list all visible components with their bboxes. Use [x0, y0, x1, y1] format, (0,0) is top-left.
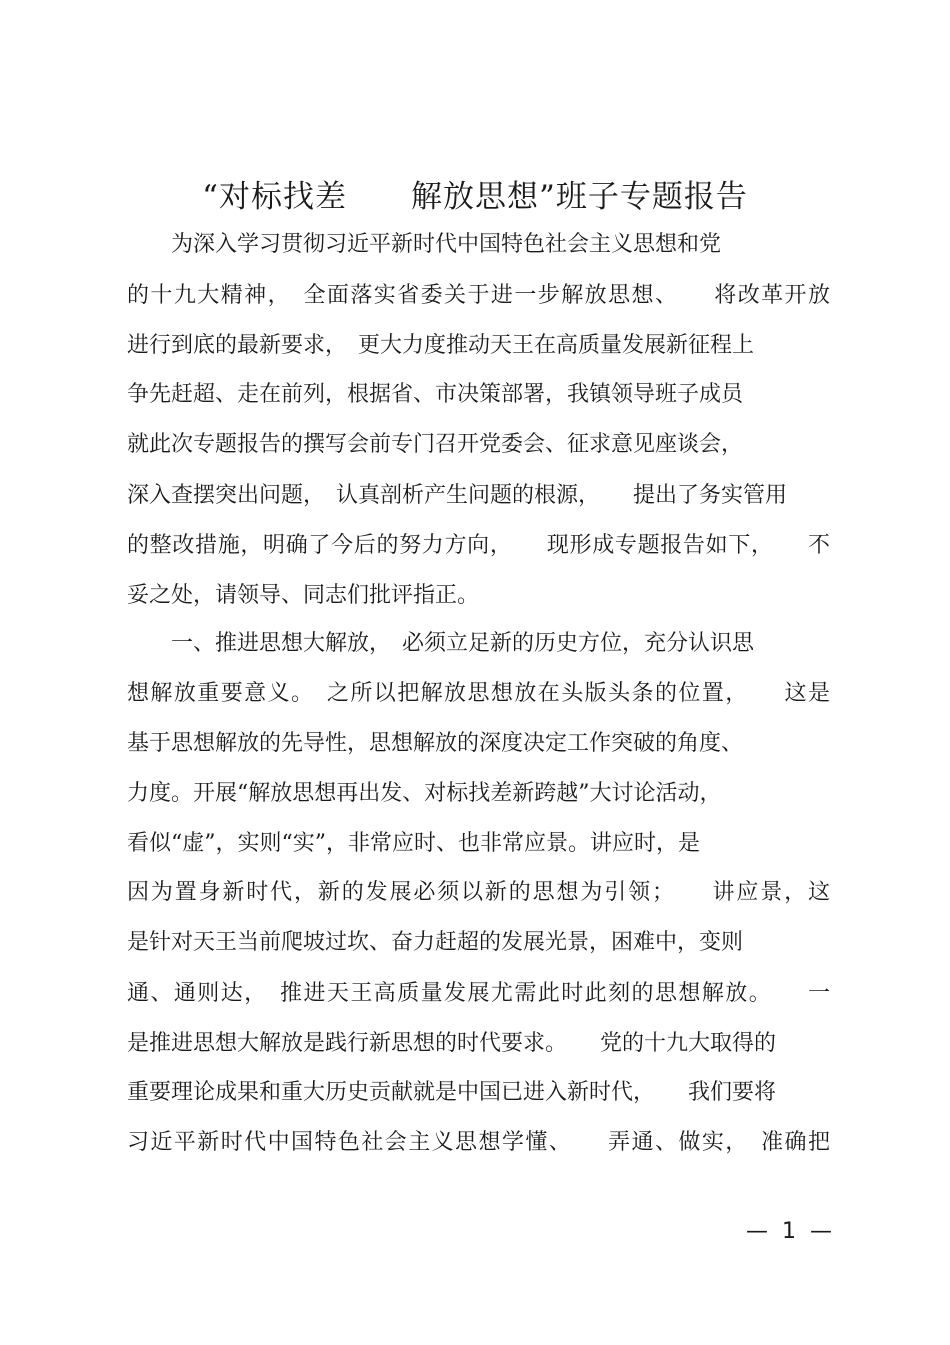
- paragraph-2-line-6: 因为置身新时代，新的发展必须以新的思想为引领； 讲应景，这: [127, 880, 830, 905]
- paragraph-2-line-3: 基于思想解放的先导性，思想解放的深度决定工作突破的角度、: [127, 731, 744, 756]
- paragraph-1-line-4: 争先赶超、走在前列，根据省、市决策部署，我镇领导班子成员: [127, 382, 744, 407]
- paragraph-2-line-2: 想解放重要意义。 之所以把解放思想放在头版头条的位置， 这是: [127, 681, 830, 706]
- paragraph-2-line-11: 习近平新时代中国特色社会主义思想学懂、 弄通、做实， 准确把: [127, 1130, 830, 1155]
- paragraph-1-line-5: 就此次专题报告的撰写会前专门召开党委会、征求意见座谈会，: [127, 432, 744, 457]
- paragraph-2-line-5: 看似“虚”，实则“实”，非常应时、也非常应景。讲应时，是: [127, 831, 700, 856]
- paragraph-1-line-2: 的十九大精神， 全面落实省委关于进一步解放思想、 将改革开放: [127, 283, 830, 308]
- page-number: — 1 —: [746, 1219, 832, 1244]
- paragraph-2-line-10: 重要理论成果和重大历史贡献就是中国已进入新时代， 我们要将: [127, 1080, 777, 1105]
- paragraph-1-line-6: 深入查摆突出问题， 认真剖析产生问题的根源， 提出了务实管用: [127, 483, 788, 508]
- document-title: “对标找差 解放思想”班子专题报告: [202, 179, 748, 215]
- paragraph-1-line-1: 为深入学习贯彻习近平新时代中国特色社会主义思想和党: [127, 232, 722, 257]
- paragraph-1-line-8: 妥之处，请领导、同志们批评指正。: [127, 583, 480, 608]
- paragraph-2-line-8: 通、通则达， 推进天王高质量发展尤需此时此刻的思想解放。 一: [127, 981, 830, 1006]
- paragraph-2-line-1: 一、推进思想大解放， 必须立足新的历史方位，充分认识思: [127, 631, 755, 656]
- paragraph-1-line-7: 的整改措施，明确了今后的努力方向， 现形成专题报告如下， 不: [127, 533, 830, 558]
- paragraph-1-line-3: 进行到底的最新要求， 更大力度推动天王在高质量发展新征程上: [127, 333, 755, 358]
- paragraph-2-line-9: 是推进思想大解放是践行新思想的时代要求。 党的十九大取得的: [127, 1031, 777, 1056]
- paragraph-2-line-7: 是针对天王当前爬坡过坎、奋力赶超的发展光景，困难中，变则: [127, 930, 744, 955]
- paragraph-2-line-4: 力度。开展“解放思想再出发、对标找差新跨越”大讨论活动，: [127, 781, 722, 806]
